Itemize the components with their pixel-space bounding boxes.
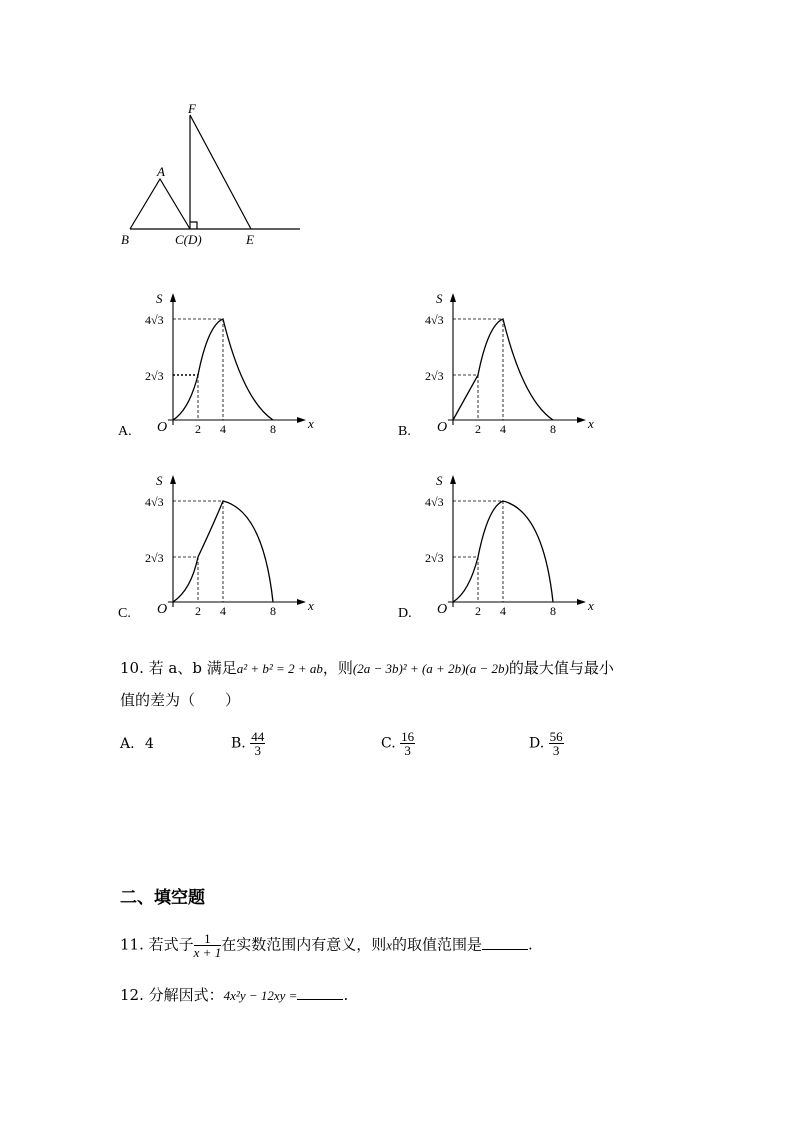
question-text: 的最大值与最小: [508, 659, 614, 677]
option-fraction: $\frac{16}{3}$: [401, 729, 415, 758]
x-axis-label: x: [308, 416, 314, 431]
y-axis-arrow: [450, 475, 456, 484]
x-tick-label: 2: [475, 604, 481, 618]
segment-fe: [190, 115, 251, 229]
x-axis-arrow: [577, 417, 586, 423]
question-text: 若 a、b 满足: [148, 659, 237, 677]
right-angle-mark: [190, 222, 197, 229]
x-axis-label: x: [308, 598, 314, 613]
x-tick-label: 2: [475, 422, 481, 436]
y-tick-label: 4√3: [145, 313, 164, 327]
question-text: 在实数范围内有意义，则: [221, 935, 387, 954]
option-d[interactable]: [529, 730, 564, 757]
option-a[interactable]: [120, 736, 154, 752]
graph-option-c[interactable]: [118, 467, 314, 622]
answer-blank[interactable]: [297, 985, 343, 1000]
x-axis-arrow: [297, 417, 306, 423]
x-tick-label: 2: [195, 604, 201, 618]
y-axis-arrow: [170, 293, 176, 302]
option-label: D.: [529, 735, 545, 752]
question-text: 的取值范围是: [392, 935, 483, 954]
option-label: A.: [120, 736, 135, 752]
option-label: B.: [398, 424, 411, 439]
x-tick-label: 4: [220, 422, 226, 436]
label-f: F: [188, 101, 196, 116]
option-fraction: $\frac{56}{3}$: [549, 729, 563, 758]
graph-a: [118, 285, 314, 440]
question-text: 值的差为（ ）: [120, 691, 241, 709]
y-axis-label: S: [156, 291, 163, 306]
question-10-line-2: [120, 689, 240, 710]
x-axis-arrow: [577, 599, 586, 605]
question-number: 12.: [120, 986, 144, 1004]
graph-d: [398, 467, 594, 622]
question-number: 11.: [120, 935, 144, 954]
condition-formula: a² + b² = 2 + ab: [236, 661, 323, 676]
y-tick-label: 2√3: [425, 551, 444, 565]
label-b: B: [121, 232, 129, 247]
y-axis-arrow: [170, 475, 176, 484]
graph-c: [118, 467, 314, 622]
option-label: B.: [231, 735, 246, 752]
option-label: C.: [118, 606, 131, 621]
y-tick-label: 2√3: [145, 551, 164, 565]
question-text: 分解因式：: [148, 986, 224, 1004]
x-tick-label: 8: [550, 422, 556, 436]
y-tick-label: 2√3: [145, 369, 164, 383]
x-tick-label: 4: [220, 604, 226, 618]
x-axis-label: x: [588, 598, 594, 613]
question-11: [120, 932, 533, 959]
y-tick-label: 4√3: [425, 313, 444, 327]
x-tick-label: 8: [270, 422, 276, 436]
x-tick-label: 4: [500, 604, 506, 618]
question-text: ，则: [322, 659, 353, 677]
x-tick-label: 8: [270, 604, 276, 618]
answer-blank[interactable]: [482, 935, 528, 950]
x-tick-label: 4: [500, 422, 506, 436]
option-label: C.: [381, 735, 396, 752]
option-b[interactable]: [231, 730, 265, 757]
question-10-line-1: [120, 657, 614, 678]
label-cd: C(D): [175, 232, 202, 247]
graph-option-a[interactable]: [118, 285, 314, 440]
question-12: [120, 984, 348, 1005]
x-axis-arrow: [297, 599, 306, 605]
variable: x: [386, 937, 392, 953]
expression-formula: (2a − 3b)² + (a + 2b)(a − 2b): [352, 661, 509, 676]
y-tick-label: 4√3: [145, 495, 164, 509]
graph-option-b[interactable]: [398, 285, 594, 440]
origin-label: O: [157, 602, 168, 617]
x-tick-label: 2: [195, 422, 201, 436]
graph-option-d[interactable]: [398, 467, 594, 622]
y-axis-label: S: [436, 291, 443, 306]
y-tick-label: 4√3: [425, 495, 444, 509]
triangle-abc: [130, 179, 190, 229]
origin-label: O: [157, 420, 168, 435]
y-axis-arrow: [450, 293, 456, 302]
expression-formula: 4x²y − 12xy =: [223, 988, 298, 1003]
option-label: D.: [398, 606, 412, 621]
geometry-figure: [110, 95, 310, 255]
y-axis-label: S: [436, 473, 443, 488]
x-axis-label: x: [588, 416, 594, 431]
label-a: A: [157, 164, 165, 179]
y-tick-label: 2√3: [425, 369, 444, 383]
fraction-formula: $\frac{1}{x + 1}$: [193, 931, 222, 960]
question-number: 10.: [120, 659, 144, 677]
option-fraction: $\frac{44}{3}$: [251, 729, 265, 758]
y-axis-label: S: [156, 473, 163, 488]
question-text: 若式子: [148, 935, 194, 954]
option-label: A.: [118, 424, 132, 439]
origin-label: O: [437, 602, 448, 617]
section-heading: 二、填空题: [120, 888, 205, 908]
origin-label: O: [437, 420, 448, 435]
period: .: [528, 935, 533, 954]
period: .: [343, 986, 349, 1004]
option-c[interactable]: [381, 730, 415, 757]
label-e: E: [246, 232, 254, 247]
option-value: 4: [145, 736, 154, 752]
graph-b: [398, 285, 594, 440]
x-tick-label: 8: [550, 604, 556, 618]
